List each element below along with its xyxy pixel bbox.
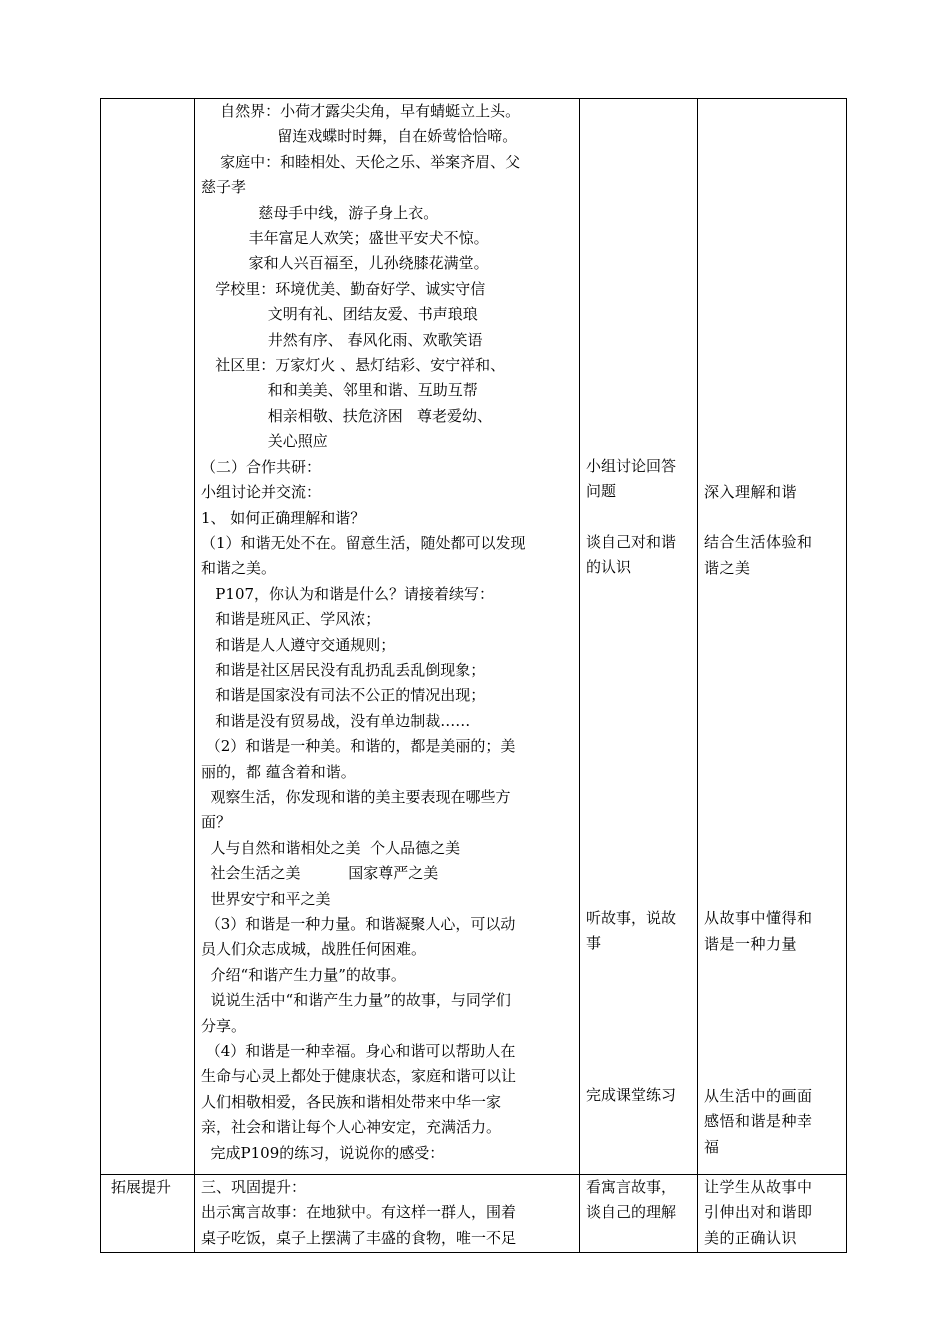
content-line: 留连戏蝶时时舞，自在娇莺恰恰啼。 [201,127,518,146]
content-line: （2）和谐是一种美。和谐的，都是美丽的；美 [201,737,516,756]
stage-cell [101,99,195,1175]
activity-text: 看寓言故事， [586,1178,677,1196]
content-line: 三、巩固提升： [201,1178,307,1196]
content-line: （二）合作共研： [201,457,322,476]
content-line: （1）和谐无处不在。留意生活，随处都可以发现 [201,533,526,552]
intent-text: 谐是一种力量 [704,934,798,953]
content-line: 社区里：万家灯火 、悬灯结彩、安宁祥和、 [201,356,506,375]
intent-text: 让学生从故事中 [704,1178,813,1196]
teaching-content-cell [195,99,580,1175]
content-line: 关心照应 [201,432,328,451]
table-row [101,1175,847,1253]
content-line: 观察生活，你发现和谐的美主要表现在哪些方 [201,787,511,806]
intent-text: 感悟和谐是种幸 [704,1112,813,1131]
content-line: 完成P109的练习，说说你的感受： [201,1143,445,1162]
teaching-content-cell [195,1175,580,1253]
activity-text: 小组讨论回答 [586,457,677,475]
content-line: 世界安宁和平之美 [201,889,331,908]
intent-text: 谐之美 [704,558,751,577]
content-line: 1、 如何正确理解和谐？ [201,508,366,527]
content-line: 亲，社会和谐让每个人心神安定，充满活力。 [201,1118,502,1137]
activity-text: 谈自己对和谐 [586,532,677,551]
content-line: 丰年富足人欢笑；盛世平安犬不惊。 [201,229,489,248]
content-line: 和谐是班风正、学风浓； [201,610,381,629]
intent-text: 深入理解和谐 [704,483,798,501]
content-line: 和谐是没有贸易战，没有单边制裁…… [201,711,471,730]
design-intent-cell [698,99,847,1175]
content-line: 和谐是社区居民没有乱扔乱丢乱倒现象； [201,660,486,679]
content-line: 员人们众志成城，战胜任何困难。 [201,940,427,959]
teaching-content [195,99,579,1166]
student-activity-cell [580,99,698,1175]
content-line: 文明有礼、团结友爱、书声琅琅 [201,305,478,324]
content-line: 慈母手中线，游子身上衣。 [201,203,439,222]
intent-text: 引伸出对和谐即 [704,1203,813,1222]
content-line: 介绍“和谐产生力量”的故事。 [201,965,406,984]
activity-text: 听故事，说故 [586,908,677,927]
lesson-plan-table [100,98,847,1253]
teaching-content [195,1175,579,1251]
intent-text: 结合生活体验和 [704,533,813,552]
intent-text: 美的正确认识 [704,1228,798,1247]
content-line: 家和人兴百福至，儿孙绕膝花满堂。 [201,254,489,273]
content-line: 自然界：小荷才露尖尖角，早有蜻蜓立上头。 [201,102,521,120]
activity-text: 的认识 [586,558,632,577]
content-line: （4）和谐是一种幸福。身心和谐可以帮助人在 [201,1042,516,1061]
intent-text: 从故事中懂得和 [704,909,813,928]
content-line: 桌子吃饭，桌子上摆满了丰盛的食物，唯一不足 [201,1228,517,1247]
content-line: 面？ [201,813,232,832]
content-line: 小组讨论并交流： [201,483,322,502]
student-activity-cell [580,1175,698,1253]
content-line: 和谐是国家没有司法不公正的情况出现； [201,686,486,705]
content-line: 和和美美、邻里和谐、互助互帮 [201,381,478,400]
content-line: P107，你认为和谐是什么？请接着续写： [201,584,495,603]
content-line: 人与自然和谐相处之美 个人品德之美 [201,838,461,857]
content-line: 生命与心灵上都处于健康状态，家庭和谐可以让 [201,1067,517,1086]
activity-text: 完成课堂练习 [586,1086,677,1105]
activity-text: 事 [586,934,602,953]
content-line: 出示寓言故事：在地狱中。有这样一群人，围着 [201,1203,517,1222]
content-line: 人们相敬相爱，各民族和谐相处带来中华一家 [201,1092,502,1111]
intent-text: 福 [704,1137,720,1156]
stage-label: 拓展提升 [111,1178,172,1196]
activity-text: 问题 [586,482,617,501]
content-line: 分享。 [201,1016,247,1035]
intent-text: 从生活中的画面 [704,1087,813,1106]
content-line: 社会生活之美 国家尊严之美 [201,864,439,883]
content-line: 和谐之美。 [201,559,277,578]
design-intent-cell [698,1175,847,1253]
content-line: 学校里：环境优美、勤奋好学、诚实守信 [201,279,486,298]
table-row [101,99,847,1175]
content-line: （3）和谐是一种力量。和谐凝聚人心，可以动 [201,915,516,933]
stage-cell [101,1175,195,1253]
activity-text: 谈自己的理解 [586,1203,677,1222]
content-line: 和谐是人人遵守交通规则； [201,635,396,654]
content-line: 丽的，都 蕴含着和谐。 [201,762,356,781]
content-line: 说说生活中“和谐产生力量”的故事，与同学们 [201,991,511,1010]
content-line: 家庭中：和睦相处、天伦之乐、举案齐眉、父 [201,152,521,171]
content-line: 慈子孝 [201,178,247,197]
content-line: 相亲相敬、扶危济困 尊老爱幼、 [201,406,493,425]
content-line: 井然有序、 春风化雨、欢歌笑语 [201,330,483,349]
